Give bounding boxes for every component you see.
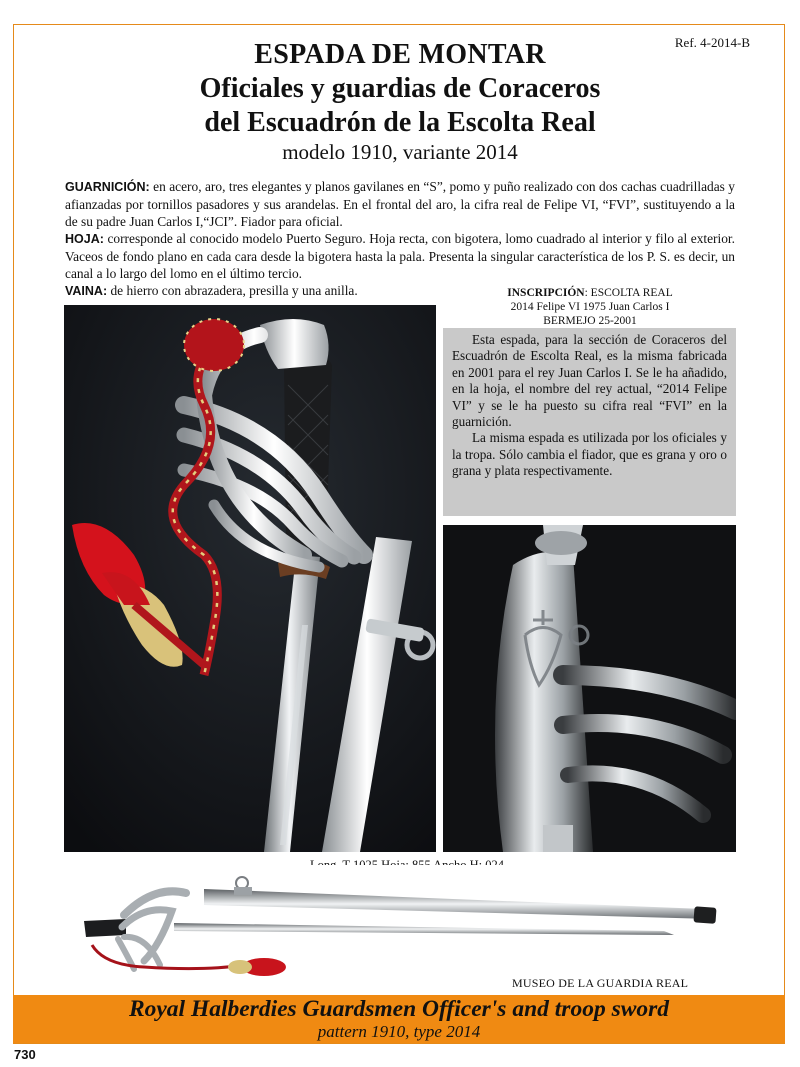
photo-full-sword (64, 865, 736, 993)
hoja-label: HOJA: (65, 232, 104, 246)
english-title: Royal Halberdies Guardsmen Officer's and troop sword (128, 996, 670, 1022)
photo-sword-hilt (64, 305, 436, 852)
hoja-text: corresponde al conocido modelo Puerto Seguro. Hoja recta, con bigotera, lomo cuadrado al interior y filo al exterior. Vaceos de fondo plano en cada cara desde la bigotera hasta la pala. Presenta la singular característica de los P. S. es decir, un canal a lo largo del lomo en el último tercio. (65, 231, 735, 281)
full-sword-illustration (64, 865, 736, 993)
vaina-text: de hierro con abrazadera, presilla y una anilla. (107, 283, 358, 298)
guarnicion-paragraph (65, 178, 735, 230)
english-subtitle: pattern 1910, type 2014 (317, 1022, 481, 1041)
reference-number: Ref. 4-2014-B (674, 35, 750, 50)
sword-hilt-illustration (64, 305, 436, 852)
guarnicion-text: en acero, aro, tres elegantes y planos gavilanes en “S”, pomo y puño realizado con dos cachas cuadrilladas y afianzadas por tornillos pasadores y sus arandelas. En el frontal del aro, la cifra real de Felipe VI, “FVI”, sustituyendo a la de su padre Juan Carlos I,“JCI”. Fiador para oficial. (65, 179, 735, 229)
inscription-line-1: : ESCOLTA REAL (584, 287, 673, 299)
title-line-1: ESPADA DE MONTAR (254, 39, 546, 70)
note-paragraph-2: La misma espada es utilizada por los oficiales y la tropa. Sólo cambia el fiador, que es grana y oro o grana y plata respectivamente. (452, 430, 727, 479)
guarnicion-label: GUARNICIÓN: (65, 180, 150, 194)
title-line-2: Oficiales y guardias de Coraceros (199, 73, 601, 104)
photo-guard-closeup (443, 525, 736, 852)
guard-closeup-illustration (443, 525, 736, 852)
page-title (0, 38, 800, 164)
note-box (443, 328, 736, 516)
museum-credit: MUSEO DE LA GUARDIA REAL (512, 976, 689, 990)
description (65, 178, 735, 300)
english-banner (13, 995, 785, 1043)
page-number: 730 (14, 1047, 36, 1062)
inscription-line-3: BERMEJO 25-2001 (543, 315, 637, 327)
title-subtitle: modelo 1910, variante 2014 (282, 140, 518, 164)
inscription-label: INSCRIPCIÓN (507, 287, 585, 299)
hoja-paragraph (65, 230, 735, 282)
vaina-label: VAINA: (65, 284, 108, 298)
inscription (440, 286, 740, 328)
note-paragraph-1: Esta espada, para la sección de Coraceros del Escuadrón de Escolta Real, es la misma fabricada en 2001 para el rey Juan Carlos I. Se le ha añadido, en la hoja, el nombre del rey actual, “2014 Felipe VI” y se le ha puesto su cifra real “FVI” en la guarnición. (452, 332, 727, 430)
inscription-line-2: 2014 Felipe VI 1975 Juan Carlos I (510, 301, 670, 313)
title-line-3: del Escuadrón de la Escolta Real (204, 107, 596, 138)
